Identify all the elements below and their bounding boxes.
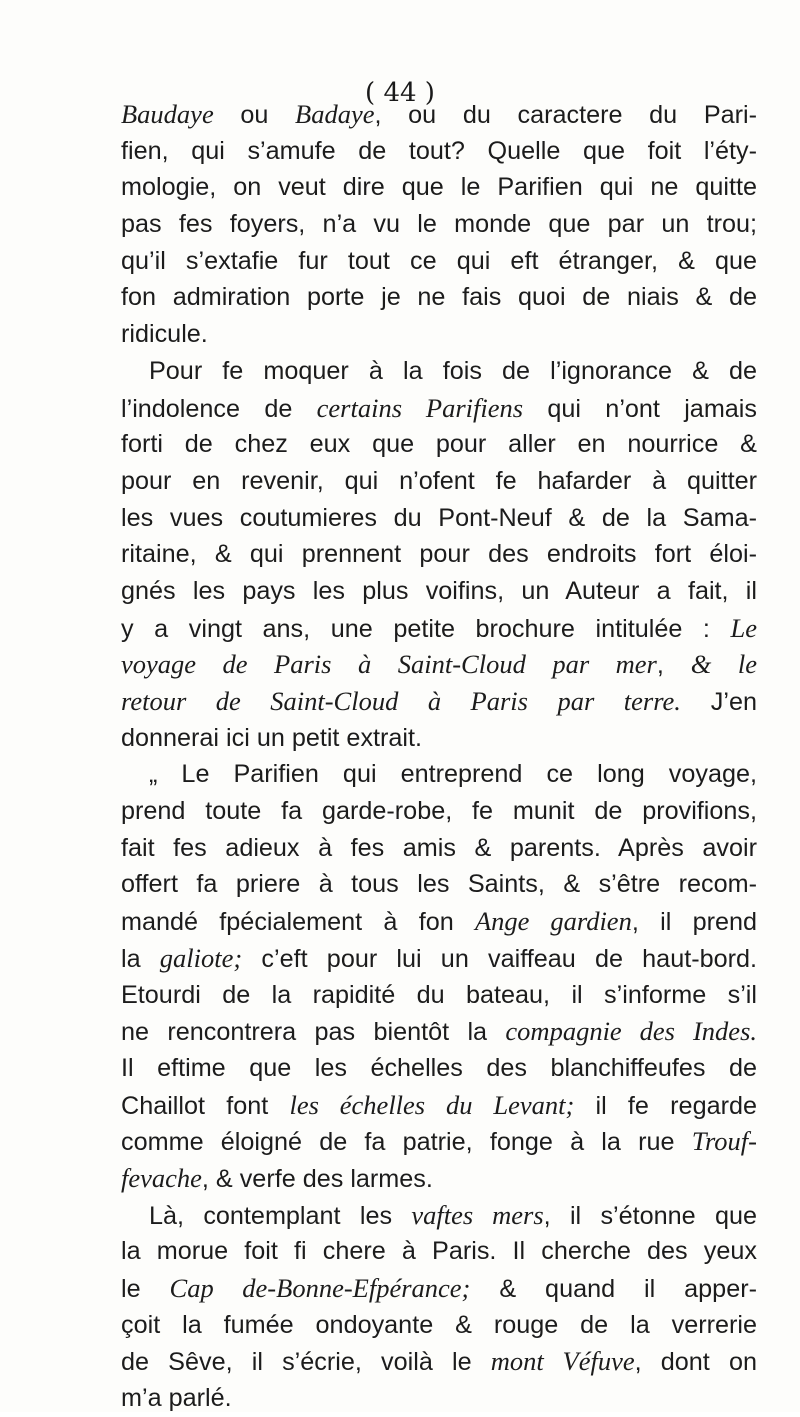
text-line bbox=[121, 646, 757, 683]
italic-text: les échelles du Levant; bbox=[289, 1089, 575, 1120]
text-segment: c’eft pour lui un vaiffeau de haut-bord. bbox=[242, 944, 757, 973]
text-segment: y a vingt ans, une petite brochure intitulée : bbox=[121, 614, 731, 643]
text-line bbox=[121, 756, 757, 793]
text-segment: Pour fe moquer à la fois de l’ignorance & de bbox=[149, 356, 757, 385]
text-line bbox=[121, 169, 757, 206]
page-number: ( 44 ) bbox=[365, 78, 435, 108]
body-text bbox=[121, 96, 757, 1417]
text-line bbox=[121, 1123, 757, 1160]
text-line bbox=[121, 206, 757, 243]
text-segment: ne rencontrera pas bientôt la bbox=[121, 1018, 506, 1047]
italic-text: retour de Saint-Cloud à Paris par terre. bbox=[121, 686, 681, 716]
text-line bbox=[121, 1343, 757, 1380]
text-segment: Il eftime que les échelles des blanchiffeufes de bbox=[121, 1053, 757, 1082]
italic-text: mont Véfuve bbox=[490, 1346, 635, 1377]
text-segment: mandé fpécialement à fon bbox=[121, 908, 475, 937]
italic-text: Ange gardien bbox=[475, 906, 632, 937]
text-line bbox=[121, 1307, 757, 1344]
text-line bbox=[121, 940, 757, 977]
text-line bbox=[121, 793, 757, 830]
text-line bbox=[121, 866, 757, 903]
text-segment: forti de chez eux que pour aller en nourrice & bbox=[121, 430, 757, 459]
italic-text: vaftes mers bbox=[411, 1199, 544, 1230]
italic-text: compagnie des Indes. bbox=[505, 1016, 758, 1047]
italic-text: fevache bbox=[121, 1162, 202, 1193]
text-segment: offert fa priere à tous les Saints, & s’être recom- bbox=[121, 870, 757, 899]
italic-text: & le bbox=[690, 649, 757, 680]
text-segment: fait fes adieux à fes amis & parents. Après avoir bbox=[121, 833, 757, 862]
text-segment: çoit la fumée ondoyante & rouge de la verrerie bbox=[121, 1310, 757, 1339]
italic-text: Trouf- bbox=[691, 1126, 757, 1157]
text-segment: ridicule. bbox=[121, 320, 208, 349]
text-segment: qu’il s’extafie fur tout ce qui eft étranger, & que bbox=[121, 246, 757, 275]
text-segment: , & verfe des larmes. bbox=[201, 1164, 433, 1193]
text-line bbox=[121, 1270, 757, 1307]
text-line bbox=[121, 1233, 757, 1270]
text-segment: , il s’étonne que bbox=[543, 1201, 758, 1230]
text-line bbox=[121, 426, 757, 463]
text-line bbox=[121, 1050, 757, 1087]
text-segment: la bbox=[121, 944, 160, 973]
text-segment: m’a parlé. bbox=[121, 1384, 232, 1413]
text-segment: mologie, on veut dire que le Parifien qui ne quitte bbox=[121, 173, 757, 202]
text-line bbox=[121, 353, 757, 390]
text-segment: fon admiration porte je ne fais quoi de niais & de bbox=[121, 283, 757, 312]
text-segment: qui n’ont jamais bbox=[523, 394, 757, 423]
text-line bbox=[121, 573, 757, 610]
text-segment: prend toute fa garde-robe, fe munit de provifions, bbox=[121, 797, 757, 826]
text-line bbox=[121, 133, 757, 170]
text-segment: ou bbox=[213, 101, 296, 129]
italic-text: Baudaye bbox=[121, 99, 214, 129]
italic-text: Cap de-Bonne-Efpérance; bbox=[169, 1273, 471, 1303]
text-segment: Là, contemplant les bbox=[149, 1201, 412, 1230]
text-line bbox=[121, 977, 757, 1014]
text-segment: comme éloigné de fa patrie, fonge à la rue bbox=[121, 1128, 692, 1157]
italic-text: Le bbox=[730, 612, 757, 643]
text-segment: pour en revenir, qui n’ofent fe hafarder à quitter bbox=[121, 466, 757, 495]
text-segment: ritaine, & qui prennent pour des endroits fort éloi- bbox=[121, 540, 757, 569]
text-line bbox=[121, 279, 757, 316]
text-line bbox=[121, 903, 757, 940]
italic-text: voyage de Paris à Saint-Cloud par mer bbox=[121, 649, 657, 680]
text-line bbox=[121, 1087, 757, 1124]
text-line bbox=[121, 500, 757, 537]
text-segment: , il prend bbox=[631, 908, 758, 937]
text-line bbox=[121, 536, 757, 573]
text-line bbox=[121, 610, 757, 647]
text-line bbox=[121, 1197, 757, 1234]
text-line bbox=[121, 720, 757, 757]
text-segment: pas fes foyers, n’a vu le monde que par un trou; bbox=[121, 210, 757, 239]
text-line bbox=[121, 1380, 757, 1417]
text-segment: donnerai ici un petit extrait. bbox=[121, 723, 423, 752]
text-segment: „ Le Parifien qui entreprend ce long voyage, bbox=[149, 760, 757, 789]
text-segment: , bbox=[656, 651, 691, 680]
text-line bbox=[121, 683, 757, 720]
text-segment: de Sêve, il s’écrie, voilà le bbox=[121, 1348, 491, 1377]
text-segment: gnés les pays les plus voifins, un Auteur a fait, il bbox=[121, 576, 757, 605]
text-line bbox=[121, 96, 757, 133]
italic-text: Badaye bbox=[295, 99, 375, 129]
text-segment: il fe regarde bbox=[574, 1091, 757, 1120]
text-line bbox=[121, 316, 757, 353]
text-segment: les vues coutumieres du Pont-Neuf & de la Sama- bbox=[121, 503, 757, 532]
text-segment: Etourdi de la rapidité du bateau, il s’informe s’il bbox=[121, 980, 757, 1009]
text-segment: l’indolence de bbox=[121, 394, 317, 423]
text-segment: fien, qui s’amufe de tout? Quelle que foit l’éty- bbox=[121, 136, 757, 165]
text-segment: Chaillot font bbox=[121, 1091, 290, 1120]
text-line bbox=[121, 243, 757, 280]
text-segment: J’en bbox=[680, 688, 757, 716]
italic-text: certains Parifiens bbox=[316, 392, 524, 423]
italic-text: galiote; bbox=[159, 942, 243, 973]
text-segment: , dont on bbox=[634, 1348, 757, 1377]
text-segment: & quand il apper- bbox=[470, 1275, 757, 1303]
text-segment: la morue foit fi chere à Paris. Il cherche des yeux bbox=[121, 1237, 757, 1266]
text-segment: , ou du caractere du Pari- bbox=[374, 101, 757, 129]
text-line bbox=[121, 1160, 757, 1197]
text-line bbox=[121, 463, 757, 500]
text-line bbox=[121, 390, 757, 427]
text-segment: le bbox=[121, 1275, 170, 1303]
text-line bbox=[121, 830, 757, 867]
text-line bbox=[121, 1013, 757, 1050]
